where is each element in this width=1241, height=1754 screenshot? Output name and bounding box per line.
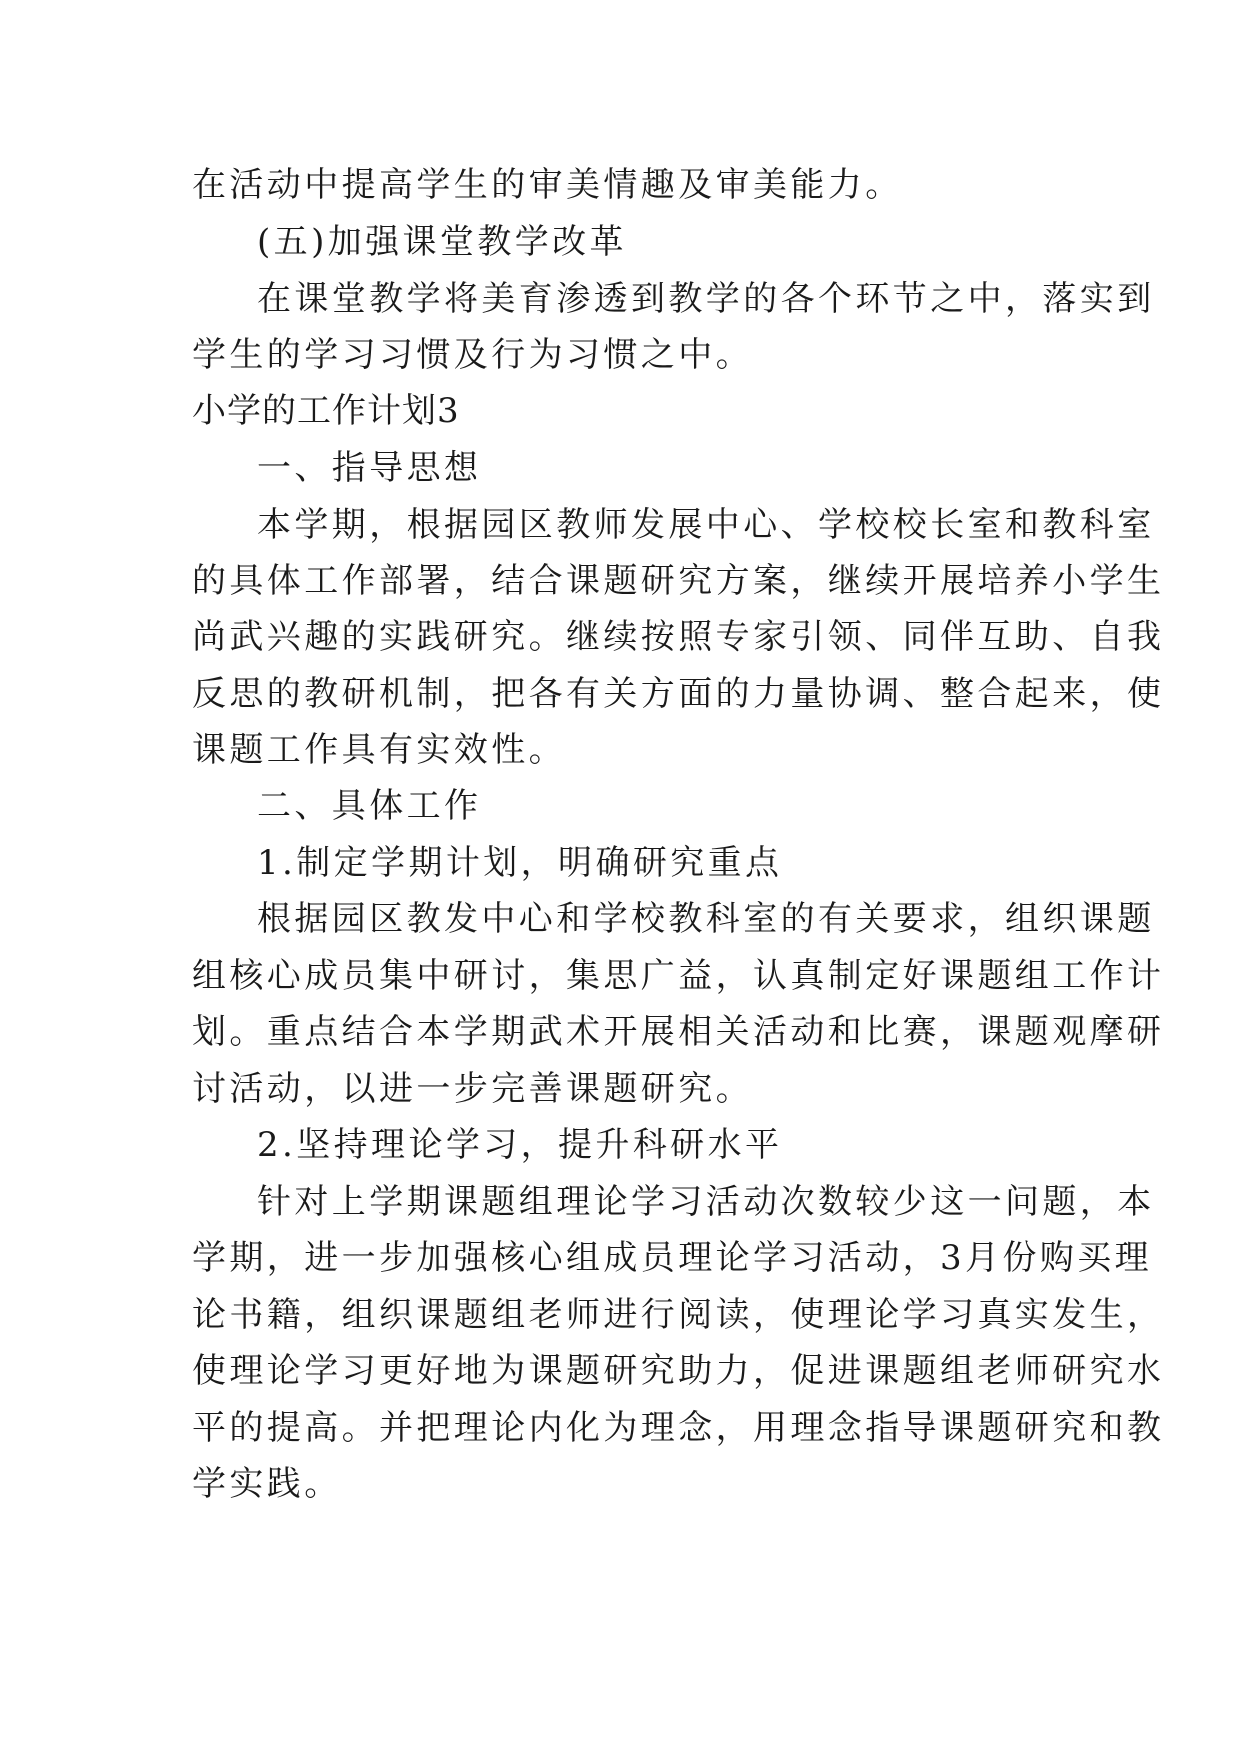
paragraph-line: 学期，进一步加强核心组成员理论学习活动，3月份购买理 (192, 1238, 1153, 1278)
paragraph-line: 针对上学期课题组理论学习活动次数较少这一问题，本 (257, 1182, 1155, 1222)
paragraph-line: 尚武兴趣的实践研究。继续按照专家引领、同伴互助、自我 (192, 617, 1165, 657)
paragraph-line: 使理论学习更好地为课题研究助力，促进课题组老师研究水 (192, 1351, 1165, 1391)
paragraph-line: 的具体工作部署，结合课题研究方案，继续开展培养小学生 (192, 561, 1165, 601)
section-heading: (五)加强课堂教学改革 (257, 222, 627, 262)
section-heading: 二、具体工作 (257, 786, 482, 826)
paragraph-line: 在课堂教学将美育渗透到教学的各个环节之中，落实到 (257, 279, 1155, 319)
section-heading: 一、指导思想 (257, 448, 482, 488)
paragraph-line: 讨活动，以进一步完善课题研究。 (192, 1069, 753, 1109)
paragraph-line: 学实践。 (192, 1464, 342, 1504)
paragraph-line: 课题工作具有实效性。 (192, 730, 566, 770)
document-title: 小学的工作计划3 (192, 391, 460, 431)
paragraph-line: 划。重点结合本学期武术开展相关活动和比赛，课题观摩研 (192, 1012, 1165, 1052)
paragraph-line: 根据园区教发中心和学校教科室的有关要求，组织课题 (257, 899, 1155, 939)
paragraph-line: 学生的学习习惯及行为习惯之中。 (192, 335, 753, 375)
paragraph-line: 反思的教研机制，把各有关方面的力量协调、整合起来，使 (192, 674, 1165, 714)
paragraph-line: 本学期，根据园区教师发展中心、学校校长室和教科室 (257, 505, 1155, 545)
subsection-heading: 2.坚持理论学习，提升科研水平 (257, 1125, 783, 1165)
paragraph-line: 平的提高。并把理论内化为理念，用理念指导课题研究和教 (192, 1408, 1165, 1448)
subsection-heading: 1.制定学期计划，明确研究重点 (257, 843, 783, 883)
paragraph-line: 组核心成员集中研讨，集思广益，认真制定好课题组工作计 (192, 956, 1165, 996)
paragraph-line: 论书籍，组织课题组老师进行阅读，使理论学习真实发生， (192, 1295, 1165, 1335)
paragraph-line: 在活动中提高学生的审美情趣及审美能力。 (192, 165, 903, 205)
